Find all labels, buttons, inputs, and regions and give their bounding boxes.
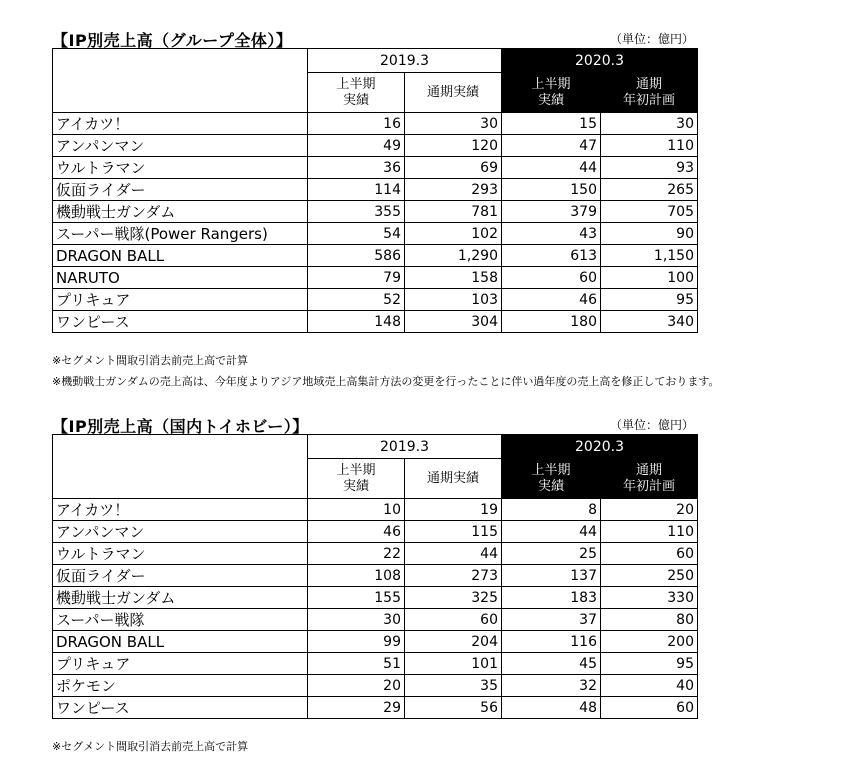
ip-name-cell: ポケモン <box>53 675 308 697</box>
h1-2020-value: 25 <box>502 543 601 565</box>
table-row <box>53 631 698 653</box>
table-row <box>53 609 698 631</box>
h1-2019-value: 99 <box>308 631 405 653</box>
h1-2019-value: 155 <box>308 587 405 609</box>
plan-2020-value: 1,150 <box>601 245 698 267</box>
ip-name-cell: 仮面ライダー <box>53 565 308 587</box>
table-row <box>53 565 698 587</box>
unit-label: （単位：億円） <box>610 32 695 46</box>
table-row <box>53 697 698 719</box>
full-2019-value: 204 <box>405 631 502 653</box>
ip-name-cell: DRAGON BALL <box>53 245 308 267</box>
plan-2020-value: 80 <box>601 609 698 631</box>
h1-2020-value: 150 <box>502 179 601 201</box>
h1-2019-value: 355 <box>308 201 405 223</box>
ip-name-cell: NARUTO <box>53 267 308 289</box>
h1-2019-value: 114 <box>308 179 405 201</box>
table-row <box>53 135 698 157</box>
h1-2020-value: 45 <box>502 653 601 675</box>
table-row <box>53 653 698 675</box>
table-row <box>53 289 698 311</box>
ip-name-cell: ワンピース <box>53 311 308 333</box>
table-title: 【IP別売上高（国内トイホビー）】 <box>52 417 309 436</box>
plan-2020-value: 110 <box>601 521 698 543</box>
plan-2020-value: 340 <box>601 311 698 333</box>
full-2019-value: 304 <box>405 311 502 333</box>
h1-2019-value: 108 <box>308 565 405 587</box>
h1-2019-value: 54 <box>308 223 405 245</box>
unit-label: （単位：億円） <box>610 418 695 432</box>
plan-2020-value: 40 <box>601 675 698 697</box>
full-2019-value: 60 <box>405 609 502 631</box>
table-row <box>53 499 698 521</box>
sub-header-h1-2020: 上半期 実績 <box>502 459 601 499</box>
h1-2020-value: 44 <box>502 157 601 179</box>
plan-2020-value: 93 <box>601 157 698 179</box>
ip-name-cell: アイカツ！ <box>53 499 308 521</box>
table-row <box>53 543 698 565</box>
note-gundam: ※機動戦士ガンダムの売上高は、今年度よりアジア地域売上高集計方法の変更を行ったことに伴い過年度の売上高を修正しております。 <box>52 375 720 388</box>
ip-name-cell: プリキュア <box>53 289 308 311</box>
full-2019-value: 69 <box>405 157 502 179</box>
note-segment: ※セグメント間取引消去前売上高で計算 <box>52 740 249 753</box>
h1-2019-value: 52 <box>308 289 405 311</box>
h1-2020-value: 32 <box>502 675 601 697</box>
h1-2020-value: 183 <box>502 587 601 609</box>
h1-2019-value: 51 <box>308 653 405 675</box>
ip-name-cell: アンパンマン <box>53 135 308 157</box>
h1-2019-value: 586 <box>308 245 405 267</box>
plan-2020-value: 95 <box>601 653 698 675</box>
table-title: 【IP別売上高（グループ全体）】 <box>52 31 293 50</box>
table-row <box>53 267 698 289</box>
full-2019-value: 1,290 <box>405 245 502 267</box>
ip-name-cell: 仮面ライダー <box>53 179 308 201</box>
h1-2019-value: 49 <box>308 135 405 157</box>
full-2019-value: 102 <box>405 223 502 245</box>
corner-cell <box>53 49 308 113</box>
full-2019-value: 293 <box>405 179 502 201</box>
h1-2019-value: 46 <box>308 521 405 543</box>
h1-2019-value: 36 <box>308 157 405 179</box>
full-2019-value: 101 <box>405 653 502 675</box>
full-2019-value: 19 <box>405 499 502 521</box>
period-2020: 2020.3 <box>502 49 698 73</box>
full-2019-value: 56 <box>405 697 502 719</box>
sub-header-h1-2019: 上半期 実績 <box>308 459 405 499</box>
plan-2020-value: 265 <box>601 179 698 201</box>
table-row <box>53 223 698 245</box>
table-row <box>53 675 698 697</box>
ip-name-cell: プリキュア <box>53 653 308 675</box>
sub-header-plan-2020: 通期 年初計画 <box>601 459 698 499</box>
h1-2020-value: 46 <box>502 289 601 311</box>
sub-header-h1-2019: 上半期 実績 <box>308 73 405 113</box>
plan-2020-value: 250 <box>601 565 698 587</box>
h1-2020-value: 116 <box>502 631 601 653</box>
ip-name-cell: ワンピース <box>53 697 308 719</box>
h1-2020-value: 37 <box>502 609 601 631</box>
corner-cell <box>53 435 308 499</box>
full-2019-value: 120 <box>405 135 502 157</box>
ip-sales-table <box>52 48 698 333</box>
table-row <box>53 157 698 179</box>
period-2019: 2019.3 <box>308 435 502 459</box>
plan-2020-value: 200 <box>601 631 698 653</box>
full-2019-value: 44 <box>405 543 502 565</box>
h1-2020-value: 613 <box>502 245 601 267</box>
period-header-row <box>53 49 698 73</box>
plan-2020-value: 100 <box>601 267 698 289</box>
full-2019-value: 158 <box>405 267 502 289</box>
plan-2020-value: 705 <box>601 201 698 223</box>
h1-2019-value: 10 <box>308 499 405 521</box>
table-row <box>53 201 698 223</box>
h1-2019-value: 29 <box>308 697 405 719</box>
h1-2019-value: 79 <box>308 267 405 289</box>
h1-2019-value: 16 <box>308 113 405 135</box>
period-header-row <box>53 435 698 459</box>
full-2019-value: 30 <box>405 113 502 135</box>
full-2019-value: 115 <box>405 521 502 543</box>
ip-name-cell: 機動戦士ガンダム <box>53 587 308 609</box>
ip-name-cell: アンパンマン <box>53 521 308 543</box>
h1-2019-value: 30 <box>308 609 405 631</box>
h1-2019-value: 20 <box>308 675 405 697</box>
h1-2020-value: 48 <box>502 697 601 719</box>
ip-name-cell: 機動戦士ガンダム <box>53 201 308 223</box>
note-segment: ※セグメント間取引消去前売上高で計算 <box>52 354 249 367</box>
plan-2020-value: 30 <box>601 113 698 135</box>
h1-2020-value: 8 <box>502 499 601 521</box>
h1-2020-value: 44 <box>502 521 601 543</box>
sub-header-full-2019: 通期実績 <box>405 73 502 113</box>
plan-2020-value: 90 <box>601 223 698 245</box>
full-2019-value: 103 <box>405 289 502 311</box>
plan-2020-value: 95 <box>601 289 698 311</box>
sub-header-plan-2020: 通期 年初計画 <box>601 73 698 113</box>
h1-2020-value: 60 <box>502 267 601 289</box>
plan-2020-value: 20 <box>601 499 698 521</box>
h1-2020-value: 180 <box>502 311 601 333</box>
table-row <box>53 587 698 609</box>
full-2019-value: 273 <box>405 565 502 587</box>
table-row <box>53 521 698 543</box>
ip-name-cell: アイカツ！ <box>53 113 308 135</box>
plan-2020-value: 110 <box>601 135 698 157</box>
plan-2020-value: 330 <box>601 587 698 609</box>
h1-2019-value: 148 <box>308 311 405 333</box>
plan-2020-value: 60 <box>601 543 698 565</box>
period-2020: 2020.3 <box>502 435 698 459</box>
table-row <box>53 179 698 201</box>
table-row <box>53 311 698 333</box>
table-row <box>53 245 698 267</box>
table-row <box>53 113 698 135</box>
full-2019-value: 35 <box>405 675 502 697</box>
h1-2020-value: 43 <box>502 223 601 245</box>
sub-header-h1-2020: 上半期 実績 <box>502 73 601 113</box>
full-2019-value: 325 <box>405 587 502 609</box>
ip-name-cell: ウルトラマン <box>53 157 308 179</box>
full-2019-value: 781 <box>405 201 502 223</box>
period-2019: 2019.3 <box>308 49 502 73</box>
ip-sales-table <box>52 434 698 719</box>
ip-name-cell: DRAGON BALL <box>53 631 308 653</box>
h1-2020-value: 15 <box>502 113 601 135</box>
h1-2020-value: 137 <box>502 565 601 587</box>
ip-name-cell: ウルトラマン <box>53 543 308 565</box>
ip-name-cell: スーパー戦隊 <box>53 609 308 631</box>
ip-name-cell: スーパー戦隊(Power Rangers) <box>53 223 308 245</box>
h1-2020-value: 47 <box>502 135 601 157</box>
h1-2020-value: 379 <box>502 201 601 223</box>
sub-header-full-2019: 通期実績 <box>405 459 502 499</box>
plan-2020-value: 60 <box>601 697 698 719</box>
h1-2019-value: 22 <box>308 543 405 565</box>
